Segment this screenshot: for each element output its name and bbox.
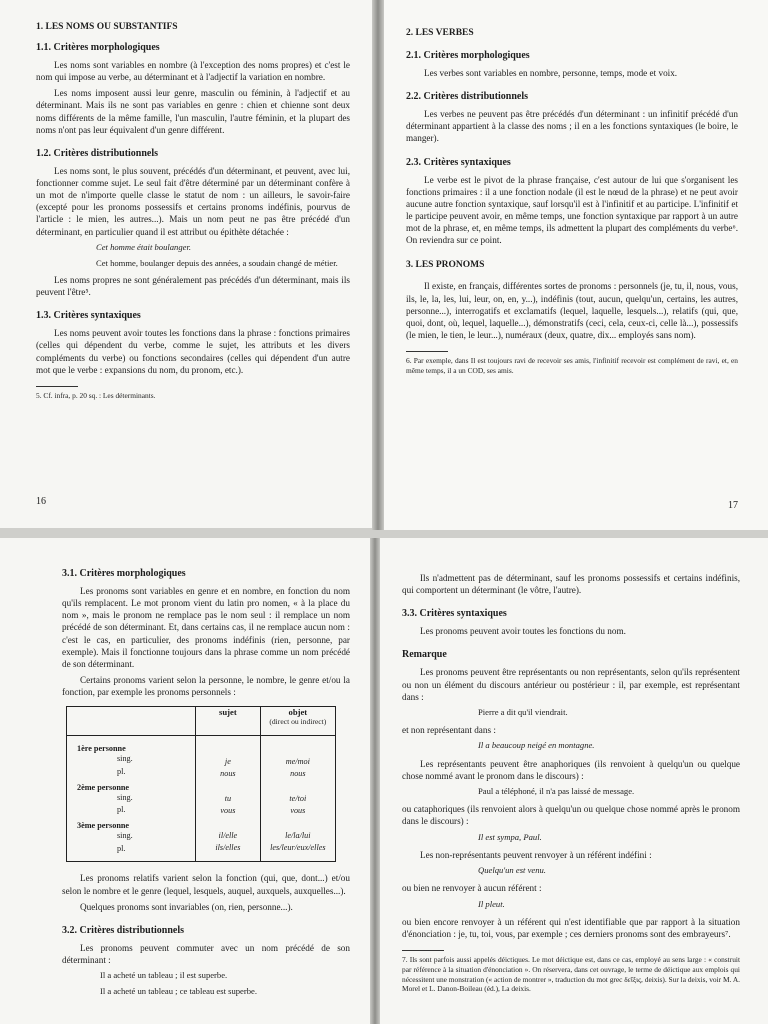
paragraph: Les noms peuvent avoir toutes les fonctions dans la phrase : fonctions primaires (celles qui dépendent du verbe, comme le sujet, les attributs et les divers compléments du verbe) ou fonctions secondaires (celles qui dépendent d'un autre mot que le verbe : expansions du nom, du pronom, etc.). xyxy=(36,328,350,375)
paragraph: ou bien encore renvoyer à un référent qui n'est identifiable que par rapport à la situation d'énonciation : je, tu, toi, vous, par exemple ; ces derniers pronoms sont des embrayeurs⁷. xyxy=(402,916,740,940)
objet-column: me/moi nous te/toi vous le/la/lui les/leur/eux/elles xyxy=(260,736,335,862)
example: Quelqu'un est venu. xyxy=(478,865,546,876)
paragraph: ou bien ne renvoyer à aucun référent : xyxy=(402,883,542,894)
example: Il a acheté un tableau ; il est superbe. xyxy=(100,970,228,981)
paragraph: Les pronoms peuvent être représentants ou non représentants, selon qu'ils représentent ou non un élément du discours antérieur ou postérieur : il, par exemple, est représentant dans : xyxy=(402,667,740,702)
pronoun-table xyxy=(66,706,336,862)
paragraph: Les pronoms relatifs varient selon la fonction (qui, que, dont...) et/ou selon le nombre et le genre (lequel, lesquels, auquel, auxquels, auxquelles...). xyxy=(62,873,350,896)
section-title: 3.3. Critères syntaxiques xyxy=(402,608,507,620)
paragraph: Les pronoms peuvent avoir toutes les fonctions du nom. xyxy=(420,626,626,637)
section-title: 3.2. Critères distributionnels xyxy=(62,924,185,936)
footnote-rule xyxy=(402,950,444,951)
section-title: 1.2. Critères distributionnels xyxy=(36,147,159,159)
table-corner xyxy=(67,707,196,736)
paragraph: Il existe, en français, différentes sortes de pronoms : personnels (je, tu, il, nous, vous, ils, le, la, les, lui, leur, on, en, y...), indéfinis (tout, aucun, quelqu'un, certains, les autres, personne...), interrogatifs et exclamatifs (lequel, laquelle, lesquels...), relatifs (qui, que, quoi, dont, où, lequel, laquelle...), démonstratifs (ceci, cela, ceux-ci, celle là...), possessifs (le mien, le tien, le leur...), numéraux (deux, quatre, dix... employés sans nom). xyxy=(406,281,738,340)
example: Cet homme était boulanger. xyxy=(96,241,191,252)
paragraph: Les représentants peuvent être anaphoriques (ils renvoient à quelqu'un ou quelque chose nommé avant le pronom dans le discours) : xyxy=(402,758,740,781)
example: Paul a téléphoné, il n'a pas laissé de message. xyxy=(478,785,635,796)
chapter-title: 1. LES NOMS OU SUBSTANTIFS xyxy=(36,22,178,32)
section-title: 3.1. Critères morphologiques xyxy=(62,568,186,579)
footnote: 7. Ils sont parfois aussi appelés déictiques. Le mot déictique est, dans ce cas, employé au sens large : « construit par référence à la situation d'énonciation ». On réservera, dans cet ouvrage, le terme de déictique aux emplois qui nécessitent une monstration (« action de montrer », traduction du mot grec δεῖξις, deixis). Sur la deixis, voir M. A. Morel et L. Danon-Boileau (éd.), La deixis. xyxy=(402,955,741,994)
paragraph: Les pronoms peuvent commuter avec un nom précédé de son déterminant : xyxy=(62,942,350,966)
footnote: 6. Par exemple, dans Il est toujours ravi de recevoir ses amis, l'infinitif recevoir est complément de ravi, et, en même temps, il a un COD, ses amis. xyxy=(406,356,738,375)
example: Il a acheté un tableau ; ce tableau est superbe. xyxy=(100,986,257,997)
footnote-rule xyxy=(406,351,448,352)
paragraph: Le verbe est le pivot de la phrase française, c'est autour de lui que s'organisent les fonctions primaires : il a une fonction nodale (il est le nœud de la phrase) et ne peut avoir aucune autre fonction syntaxique, sauf lorsqu'il est à l'infinitif et au participe. L'infinitif et le participe peuvent avoir, en même temps, une fonction syntaxique par rapport à un autre mot de la phrase, et, en même temps, ils admettent la plupart des compléments du verbe⁶. On reviendra sur ce point. xyxy=(406,174,738,246)
footnote: 5. Cf. infra, p. 20 sq. : Les déterminants. xyxy=(36,390,156,400)
paragraph: Les pronoms sont variables en genre et en nombre, en fonction du nom qu'ils remplacent. Le mot pronom vient du latin pro nomen, « à la place du nom », mais le pronom ne remplace pas le nom seul : il remplace un nom précédé de son déterminant. Et, dans certains cas, il ne remplace aucun nom : c'est le cas, en particulier, des pronoms indéfinis (rien, personne, par exemple). Mais il fonctionne toujours dans la phrase comme un nom précédé de son déterminant. xyxy=(62,586,350,669)
book-spine-bottom xyxy=(370,538,380,1024)
example: Il a beaucoup neigé en montagne. xyxy=(478,740,595,751)
book-spine-top xyxy=(372,0,384,530)
footnote-rule xyxy=(36,386,78,387)
section-title: 2.3. Critères syntaxiques xyxy=(406,156,511,168)
column-header: sujet xyxy=(196,707,261,736)
section-title: 1.1. Critères morphologiques xyxy=(36,42,160,53)
paragraph: Les noms sont variables en nombre (à l'exception des noms propres) et c'est le nom qui impose au verbe, au déterminant et à l'adjectif la variation en nombre. xyxy=(36,60,350,83)
sujet-column: je nous tu vous il/elle ils/elles xyxy=(196,736,261,862)
paragraph: Les noms imposent aussi leur genre, masculin ou féminin, à l'adjectif et au déterminant. Mais ils ne sont pas variables en genre : chien et chienne sont deux noms différents de la même famille, l'un masculin, l'autre féminin, et la plupart des noms n'ont pas leur équivalent d'un genre différent. xyxy=(36,88,350,135)
chapter-title: 3. LES PRONOMS xyxy=(406,260,485,271)
section-title: 1.3. Critères syntaxiques xyxy=(36,310,141,322)
example: Il pleut. xyxy=(478,898,505,909)
paragraph: Certains pronoms varient selon la personne, le nombre, le genre et/ou la fonction, par exemple les pronoms personnels : xyxy=(62,674,350,698)
page-17 xyxy=(384,0,768,530)
paragraph: Ils n'admettent pas de déterminant, sauf les pronoms possessifs et certains indéfinis, qui comportent un déterminant (le vôtre, l'autre). xyxy=(402,573,740,596)
paragraph: Les non-représentants peuvent renvoyer à un référent indéfini : xyxy=(420,849,652,860)
page-16 xyxy=(0,0,372,528)
paragraph: ou cataphoriques (ils renvoient alors à quelqu'un ou quelque chose nommé après le pronom dans le discours) : xyxy=(402,804,740,827)
example: Pierre a dit qu'il viendrait. xyxy=(478,706,568,717)
page-18 xyxy=(0,538,370,1024)
paragraph: Les verbes sont variables en nombre, personne, temps, mode et voix. xyxy=(424,68,678,78)
remark-title: Remarque xyxy=(402,649,447,661)
column-header: objet (direct ou indirect) xyxy=(260,707,335,736)
paragraph: Les verbes ne peuvent pas être précédés d'un déterminant : un infinitif précédé d'un déterminant appartient à la classe des noms ; il en a les fonctions syntaxiques (le boire, le manger). xyxy=(406,109,738,144)
paragraph: Quelques pronoms sont invariables (on, rien, personne...). xyxy=(80,901,293,912)
chapter-title: 2. LES VERBES xyxy=(406,28,474,38)
paragraph: et non représentant dans : xyxy=(402,725,496,736)
paragraph: Les noms propres ne sont généralement pas précédés d'un déterminant, mais ils peuvent l'être⁵. xyxy=(36,275,350,298)
paragraph: Les noms sont, le plus souvent, précédés d'un déterminant, et peuvent, avec lui, fonctionner comme sujet. Le seul fait d'être déterminé par un déterminant confère à un mot de n'importe quelle classe le statut de nom : un ailleurs, le savoir-faire (excepté pour les pronoms possessifs et certains pronoms indéfinis, pourvus de l'article : le mien, les autres...). Mais un nom peut ne pas être précédé d'un déterminant, en particulier quand il est attribut ou épithète détachée : xyxy=(36,165,350,237)
page-19 xyxy=(380,538,768,1024)
section-title: 2.1. Critères morphologiques xyxy=(406,50,530,61)
page-number: 16 xyxy=(36,496,46,507)
example: Il est sympa, Paul. xyxy=(478,831,542,842)
section-title: 2.2. Critères distributionnels xyxy=(406,91,529,103)
example: Cet homme, boulanger depuis des années, a soudain changé de métier. xyxy=(96,257,338,268)
page-number: 17 xyxy=(728,500,738,511)
row-headers: 1ère personne sing. pl. 2ème personne sing. pl. 3ème personne sing. pl. xyxy=(67,736,196,862)
